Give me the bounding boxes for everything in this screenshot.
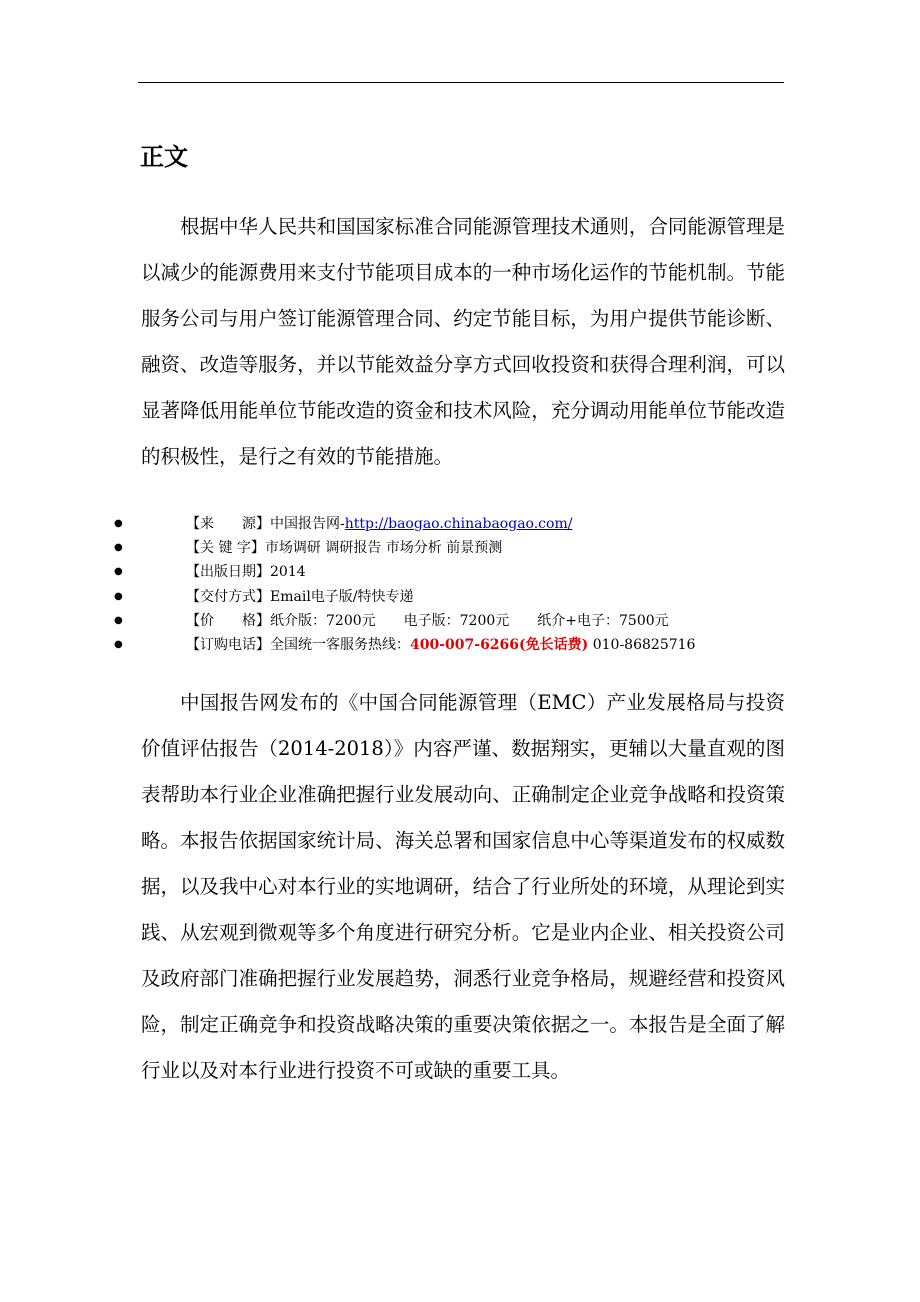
delivery-text: Email电子版/特快专递 xyxy=(270,588,414,605)
source-label: 【来 源】 xyxy=(186,516,270,532)
price-electronic: 电子版：7200元 xyxy=(403,612,510,629)
keywords-text: 市场调研 调研报告 市场分析 前景预测 xyxy=(264,540,503,557)
price-both: 纸介+电子：7500元 xyxy=(537,612,669,629)
bullet-icon: ● xyxy=(114,590,123,602)
header-rule xyxy=(138,82,784,83)
bullet-icon: ● xyxy=(114,614,123,626)
info-item-price xyxy=(100,609,800,633)
bullet-icon: ● xyxy=(114,639,123,651)
keywords-label: 【关 键 字】 xyxy=(186,540,265,557)
bullet-icon: ● xyxy=(114,542,123,554)
intro-paragraph: 根据中华人民共和国国家标准合同能源管理技术通则，合同能源管理是以减少的能源费用来支付节能项目成本的一种市场化运作的节能机制。节能服务公司与用户签订能源管理合同、约定节能目标，为用户提供节能诊断、融资、改造等服务，并以节能效益分享方式回收投资和获得合理利润，可以显著降低用能单位节能改造的资金和技术风险，充分调动用能单位节能改造的积极性，是行之有效的节能措施。 xyxy=(141,215,785,468)
source-text: 中国报告网- xyxy=(270,516,345,532)
report-info-list xyxy=(100,512,800,657)
delivery-label: 【交付方式】 xyxy=(186,588,270,605)
date-label: 【出版日期】 xyxy=(186,564,270,581)
bullet-icon: ● xyxy=(114,566,123,578)
date-text: 2014 xyxy=(270,564,306,581)
bullet-icon: ● xyxy=(114,518,123,529)
phone-label: 【订购电话】 xyxy=(186,637,270,654)
phone-hotline: 400-007-6266(免长话费) xyxy=(410,637,589,654)
info-item-keywords xyxy=(100,536,800,560)
info-item-date xyxy=(100,560,800,584)
phone-number: 010-86825716 xyxy=(592,637,696,654)
section-title: 正文 xyxy=(140,143,188,171)
report-description-paragraph: 中国报告网发布的《中国合同能源管理（EMC）产业发展格局与投资价值评估报告（2014-2018）》内容严谨、数据翔实，更辅以大量直观的图表帮助本行业企业准确把握行业发展动向、正确制定企业竞争战略和投资策略。本报告依据国家统计局、海关总署和国家信息中心等渠道发布的权威数据，以及我中心对本行业的实地调研，结合了行业所处的环境，从理论到实践、从宏观到微观等多个角度进行研究分析。它是业内企业、相关投资公司及政府部门准确把握行业发展趋势，洞悉行业竞争格局，规避经营和投资风险，制定正确竞争和投资战略决策的重要决策依据之一。本报告是全面了解行业以及对本行业进行投资不可或缺的重要工具。 xyxy=(141,691,785,1082)
source-link[interactable]: http://baogao.chinabaogao.com/ xyxy=(344,516,573,532)
phone-prefix: 全国统一客服务热线： xyxy=(270,637,410,654)
info-item-delivery xyxy=(100,585,800,609)
info-item-source xyxy=(100,512,800,536)
price-label: 【价 格】 xyxy=(186,612,270,629)
info-item-phone xyxy=(100,633,800,657)
price-paper: 纸介版：7200元 xyxy=(270,612,376,629)
